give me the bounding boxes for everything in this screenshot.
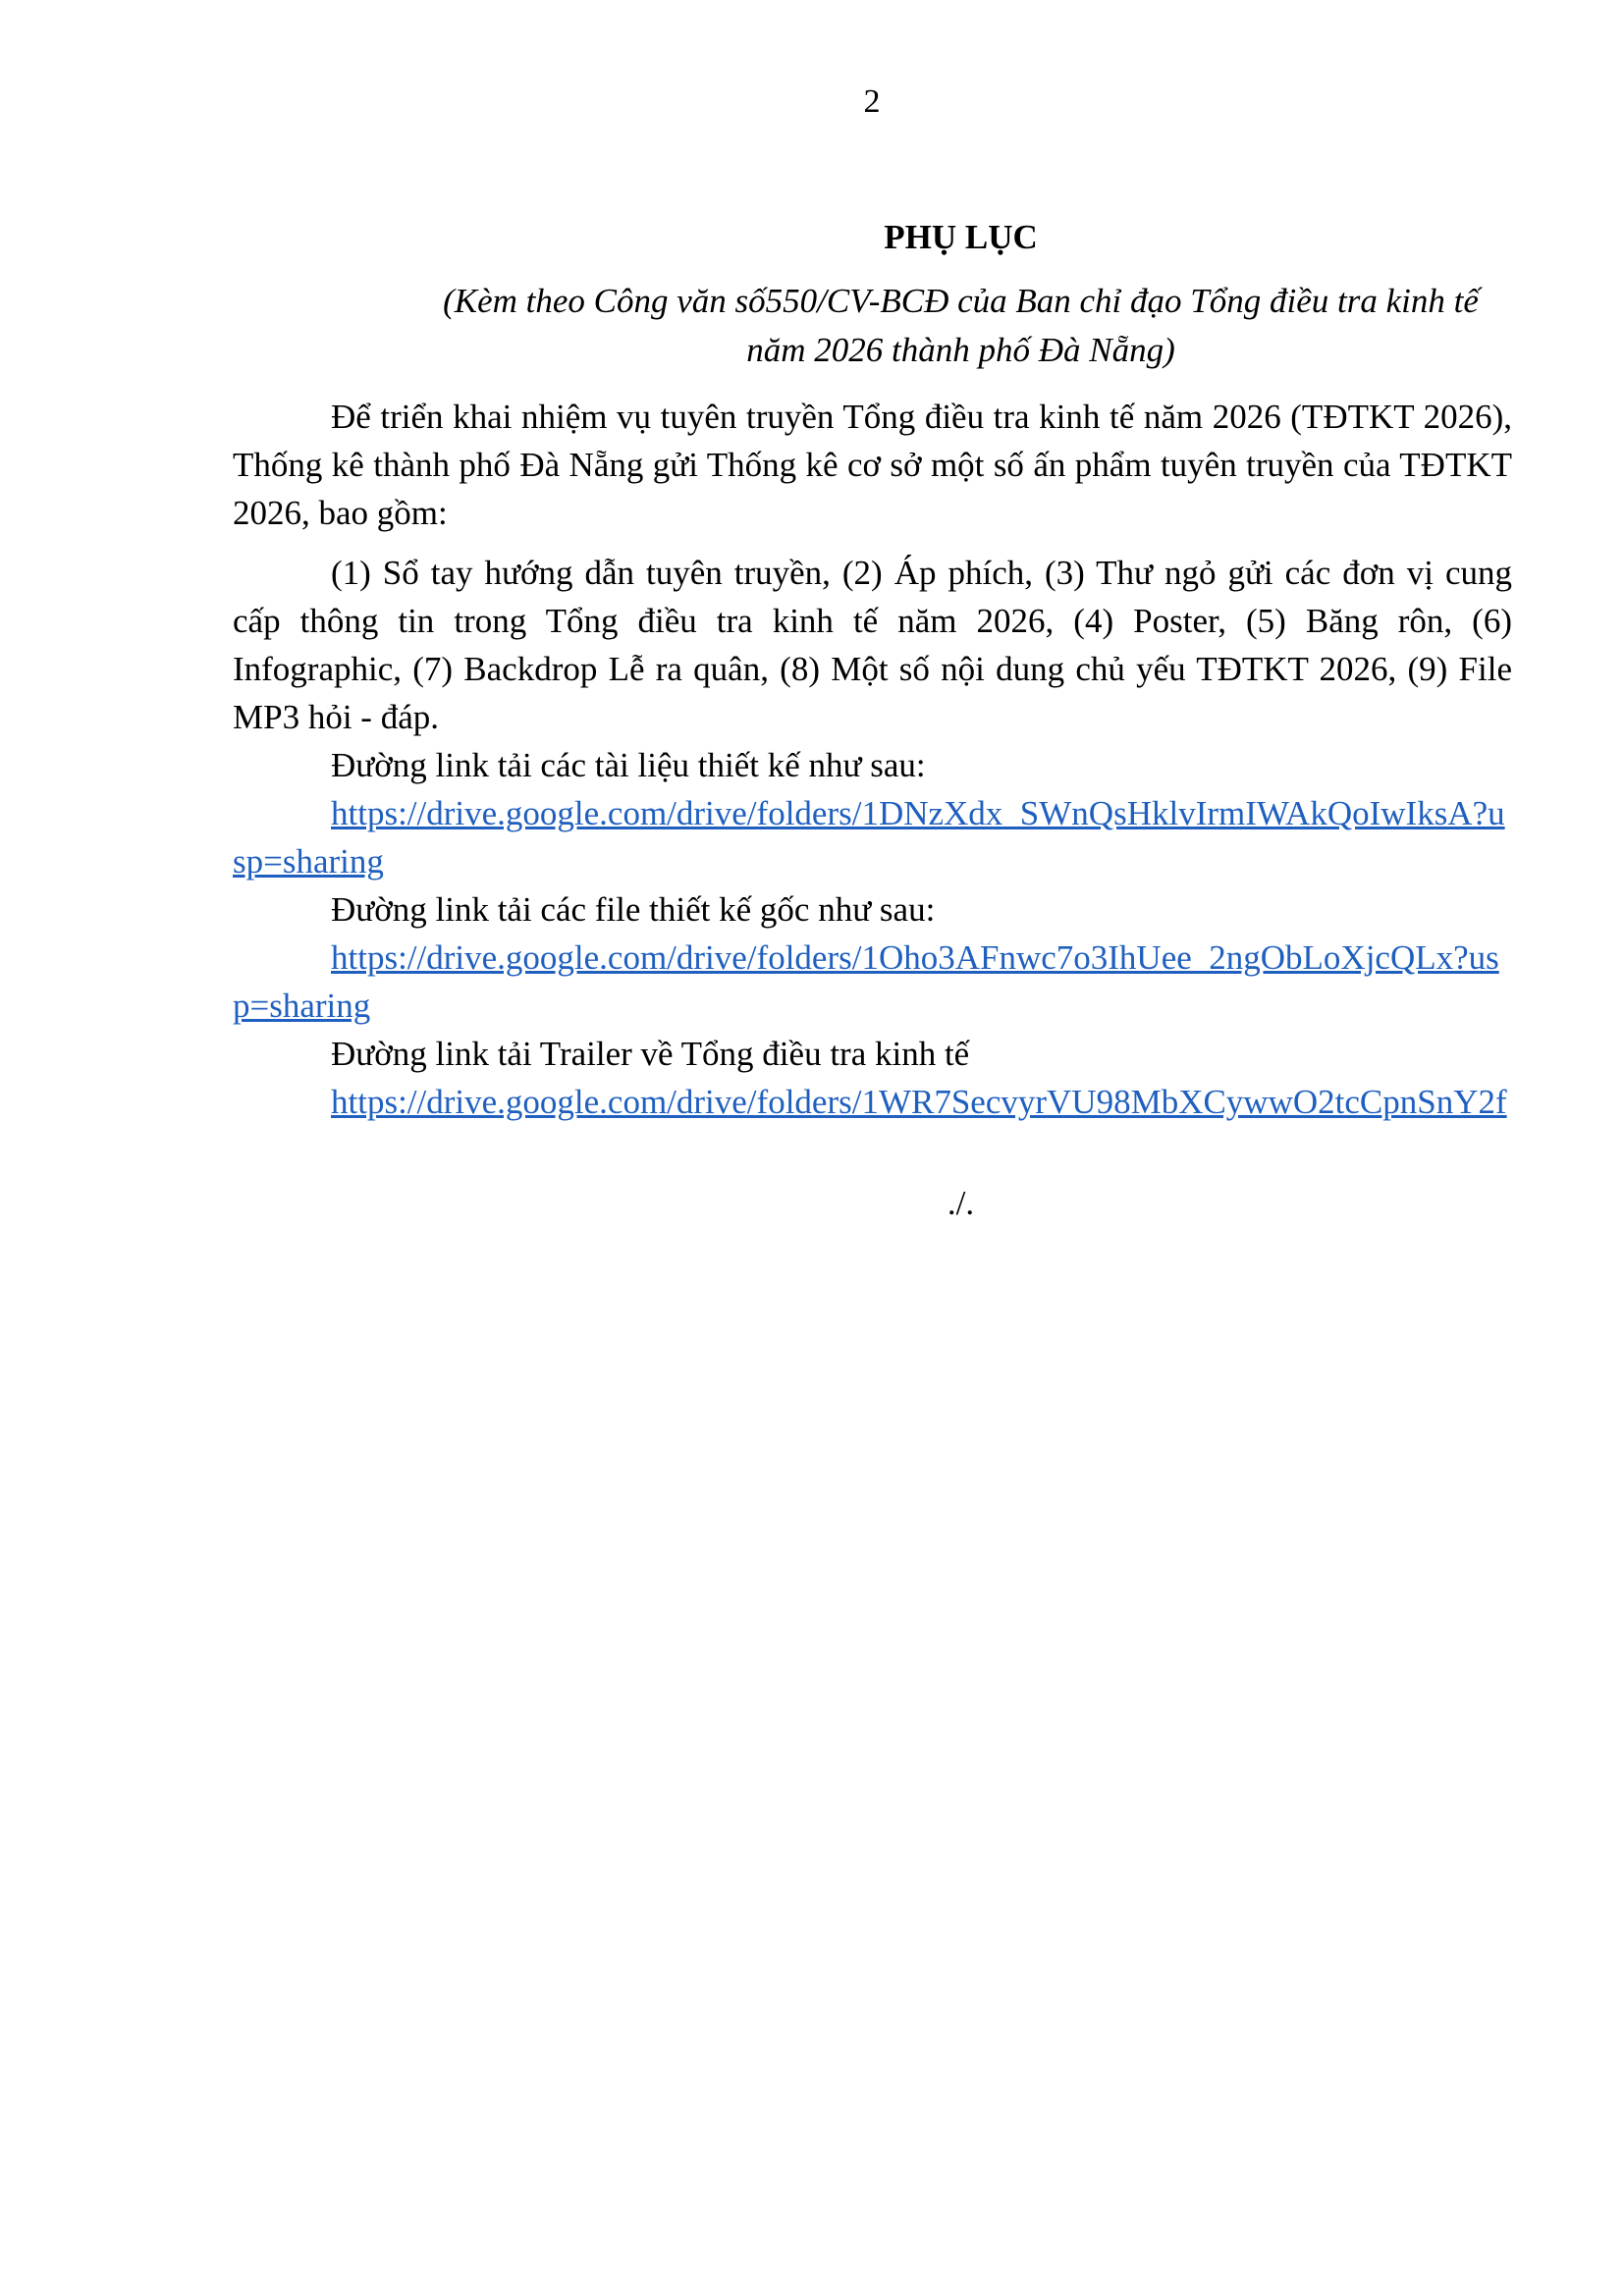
source-files-link-label: Đường link tải các file thiết kế gốc như sau: (331, 890, 936, 929)
document-content (233, 214, 1512, 1227)
design-docs-link-label: Đường link tải các tài liệu thiết kế như sau: (331, 746, 926, 784)
end-mark: ./. (947, 1184, 975, 1222)
intro-paragraph: Để triển khai nhiệm vụ tuyên truyền Tổng điều tra kinh tế năm 2026 (TĐTKT 2026), Thống kê thành phố Đà Nẵng gửi Thống kê cơ sở một số ấn phẩm tuyên truyền của TĐTKT 2026, bao gồm: (233, 398, 1512, 532)
subtitle-line-1: (Kèm theo Công văn số550/CV-BCĐ của Ban chỉ đạo Tổng điều tra kinh tế (443, 282, 1479, 320)
design-docs-link[interactable]: https://drive.google.com/drive/folders/1DNzXdx_SWnQsHklvIrmIWAkQoIwIksA?usp=sharing (233, 794, 1505, 881)
trailer-link-label: Đường link tải Trailer về Tổng điều tra kinh tế (331, 1035, 970, 1073)
items-paragraph: (1) Sổ tay hướng dẫn tuyên truyền, (2) Áp phích, (3) Thư ngỏ gửi các đơn vị cung cấp thông tin trong Tổng điều tra kinh tế năm 2026, (4) Poster, (5) Băng rôn, (6) Infographic, (7) Backdrop Lễ ra quân, (8) Một số nội dung chủ yếu TĐTKT 2026, (9) File MP3 hỏi - đáp. (233, 554, 1512, 736)
subtitle-line-2: năm 2026 thành phố Đà Nẵng) (746, 331, 1175, 369)
appendix-title: PHỤ LỤC (884, 218, 1038, 256)
source-files-link[interactable]: https://drive.google.com/drive/folders/1Oho3AFnwc7o3IhUee_2ngObLoXjcQLx?usp=sharing (233, 938, 1499, 1025)
appendix-subtitle (233, 277, 1512, 375)
page-number: 2 (863, 83, 881, 120)
trailer-link[interactable]: https://drive.google.com/drive/folders/1WR7SecvyrVU98MbXCywwO2tcCpnSnY2f (331, 1083, 1507, 1121)
